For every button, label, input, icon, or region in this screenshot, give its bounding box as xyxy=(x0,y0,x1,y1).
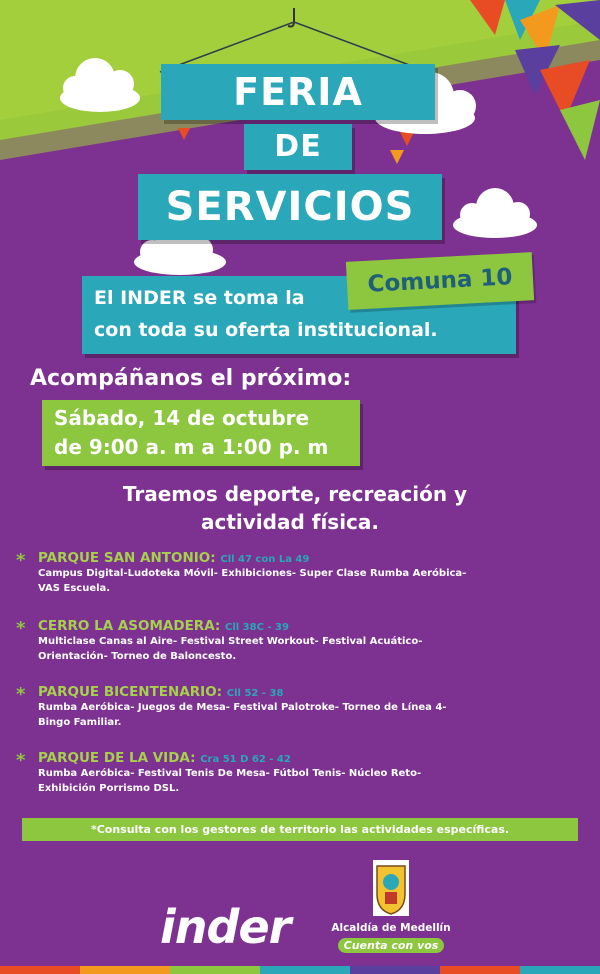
star-icon: * xyxy=(16,550,26,571)
consult-note: *Consulta con los gestores de territorio las actividades específicas. xyxy=(22,818,578,841)
location-activities-2: VAS Escuela. xyxy=(38,583,111,594)
alcaldia-slogan: Cuenta con vos xyxy=(338,938,445,953)
comuna-badge: Comuna 10 xyxy=(346,252,534,310)
location-name: PARQUE SAN ANTONIO: xyxy=(38,550,216,566)
alcaldia-logo xyxy=(326,858,456,953)
location-activities-2: Exhibición Porrismo DSL. xyxy=(38,783,180,794)
inder-logo-text: inder xyxy=(160,900,291,954)
coat-of-arms-icon xyxy=(369,858,413,918)
invite-text: Acompáñanos el próximo: xyxy=(30,366,352,391)
inder-logo xyxy=(160,900,290,954)
location-address: Cra 51 D 62 - 42 xyxy=(200,754,291,765)
tagline-line-1: Traemos deporte, recreación y xyxy=(122,482,468,506)
location-name: CERRO LA ASOMADERA: xyxy=(38,618,221,634)
star-icon: * xyxy=(16,750,26,771)
date-line-1: Sábado, 14 de octubre xyxy=(54,406,310,430)
location-name: PARQUE DE LA VIDA: xyxy=(38,750,196,766)
location-item xyxy=(16,684,586,730)
star-icon: * xyxy=(16,684,26,705)
title-servicios: SERVICIOS xyxy=(138,174,442,240)
cloud-right xyxy=(453,188,537,238)
location-activities-2: Bingo Familiar. xyxy=(38,717,122,728)
intro-line-2: con toda su oferta institucional. xyxy=(94,319,438,341)
location-activities-1: Multiclase Canas al Aire- Festival Street Workout- Festival Acuático- xyxy=(38,636,423,647)
location-address: Cll 47 con La 49 xyxy=(220,554,310,565)
title-de: DE xyxy=(244,124,352,170)
title-feria: FERIA xyxy=(161,64,435,120)
location-item xyxy=(16,550,586,596)
date-box xyxy=(42,400,360,466)
location-address: Cll 52 - 38 xyxy=(226,688,284,699)
location-activities-1: Campus Digital-Ludoteka Móvil- Exhibiciones- Super Clase Rumba Aeróbica- xyxy=(38,568,467,579)
location-name: PARQUE BICENTENARIO: xyxy=(38,684,223,700)
location-item xyxy=(16,618,586,664)
location-activities-1: Rumba Aeróbica- Juegos de Mesa- Festival Palotroke- Torneo de Línea 4- xyxy=(38,702,447,713)
tagline xyxy=(0,480,600,536)
alcaldia-name: Alcaldía de Medellín xyxy=(331,922,451,934)
star-icon: * xyxy=(16,618,26,639)
date-line-2: de 9:00 a. m a 1:00 p. m xyxy=(54,435,329,459)
location-address: Cll 38C - 39 xyxy=(225,622,289,633)
location-item xyxy=(16,750,586,796)
location-activities-1: Rumba Aeróbica- Festival Tenis De Mesa- Fútbol Tenis- Núcleo Reto- xyxy=(38,768,422,779)
intro-line-1: El INDER se toma la xyxy=(94,287,305,309)
tagline-line-2: actividad física. xyxy=(200,510,380,534)
location-activities-2: Orientación- Torneo de Baloncesto. xyxy=(38,651,237,662)
